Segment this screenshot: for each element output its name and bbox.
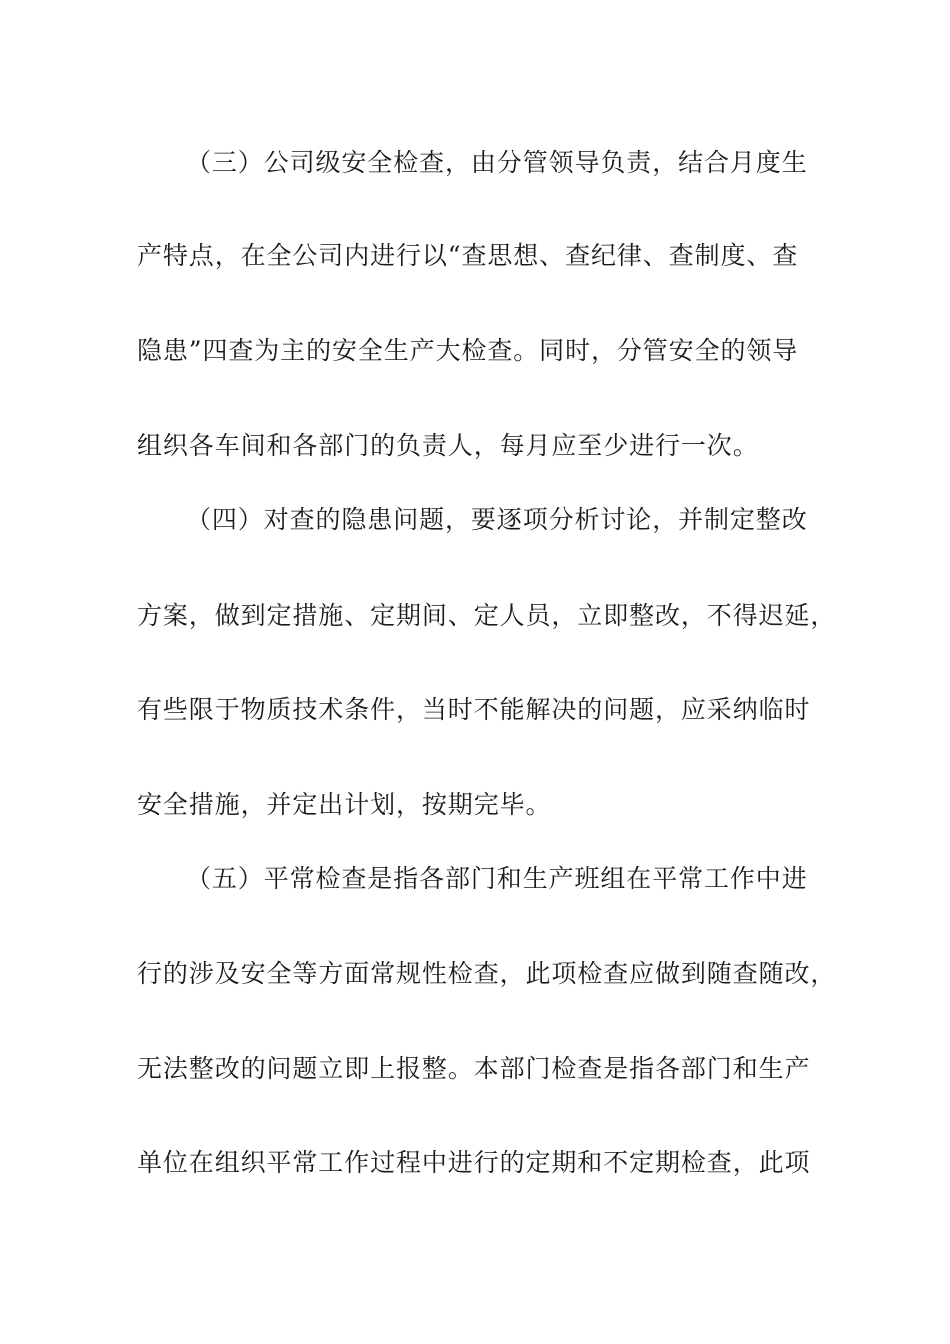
paragraph-3-line-4: 组织各车间和各部门的负责人，每月应至少进行一次。: [137, 431, 759, 460]
paragraph-5-line-3: 无法整改的问题立即上报整。本部门检查是指各部门和生产: [137, 1054, 811, 1083]
paragraph-4-line-3: 有些限于物质技术条件，当时不能解决的问题，应采纳临时: [137, 695, 811, 724]
paragraph-3-line-1: （三）公司级安全检查，由分管领导负责，结合月度生: [186, 148, 808, 177]
paragraph-4-line-2: 方案，做到定措施、定期间、定人员，立即整改，不得迟延，: [137, 601, 837, 630]
paragraph-5-line-4: 单位在组织平常工作过程中进行的定期和不定期检查，此项: [137, 1148, 811, 1177]
paragraph-5-line-2: 行的涉及安全等方面常规性检查，此项检查应做到随查随改，: [137, 959, 837, 988]
paragraph-4-line-1: （四）对查的隐患问题，要逐项分析讨论，并制定整改: [186, 505, 808, 534]
paragraph-4-line-4: 安全措施，并定出计划，按期完毕。: [137, 790, 552, 819]
paragraph-3-line-3: 隐患”四查为主的安全生产大检查。同时，分管安全的领导: [137, 336, 799, 365]
paragraph-3-line-2: 产特点，在全公司内进行以“查思想、查纪律、查制度、查: [137, 241, 799, 270]
paragraph-5-line-1: （五）平常检查是指各部门和生产班组在平常工作中进: [186, 864, 808, 893]
